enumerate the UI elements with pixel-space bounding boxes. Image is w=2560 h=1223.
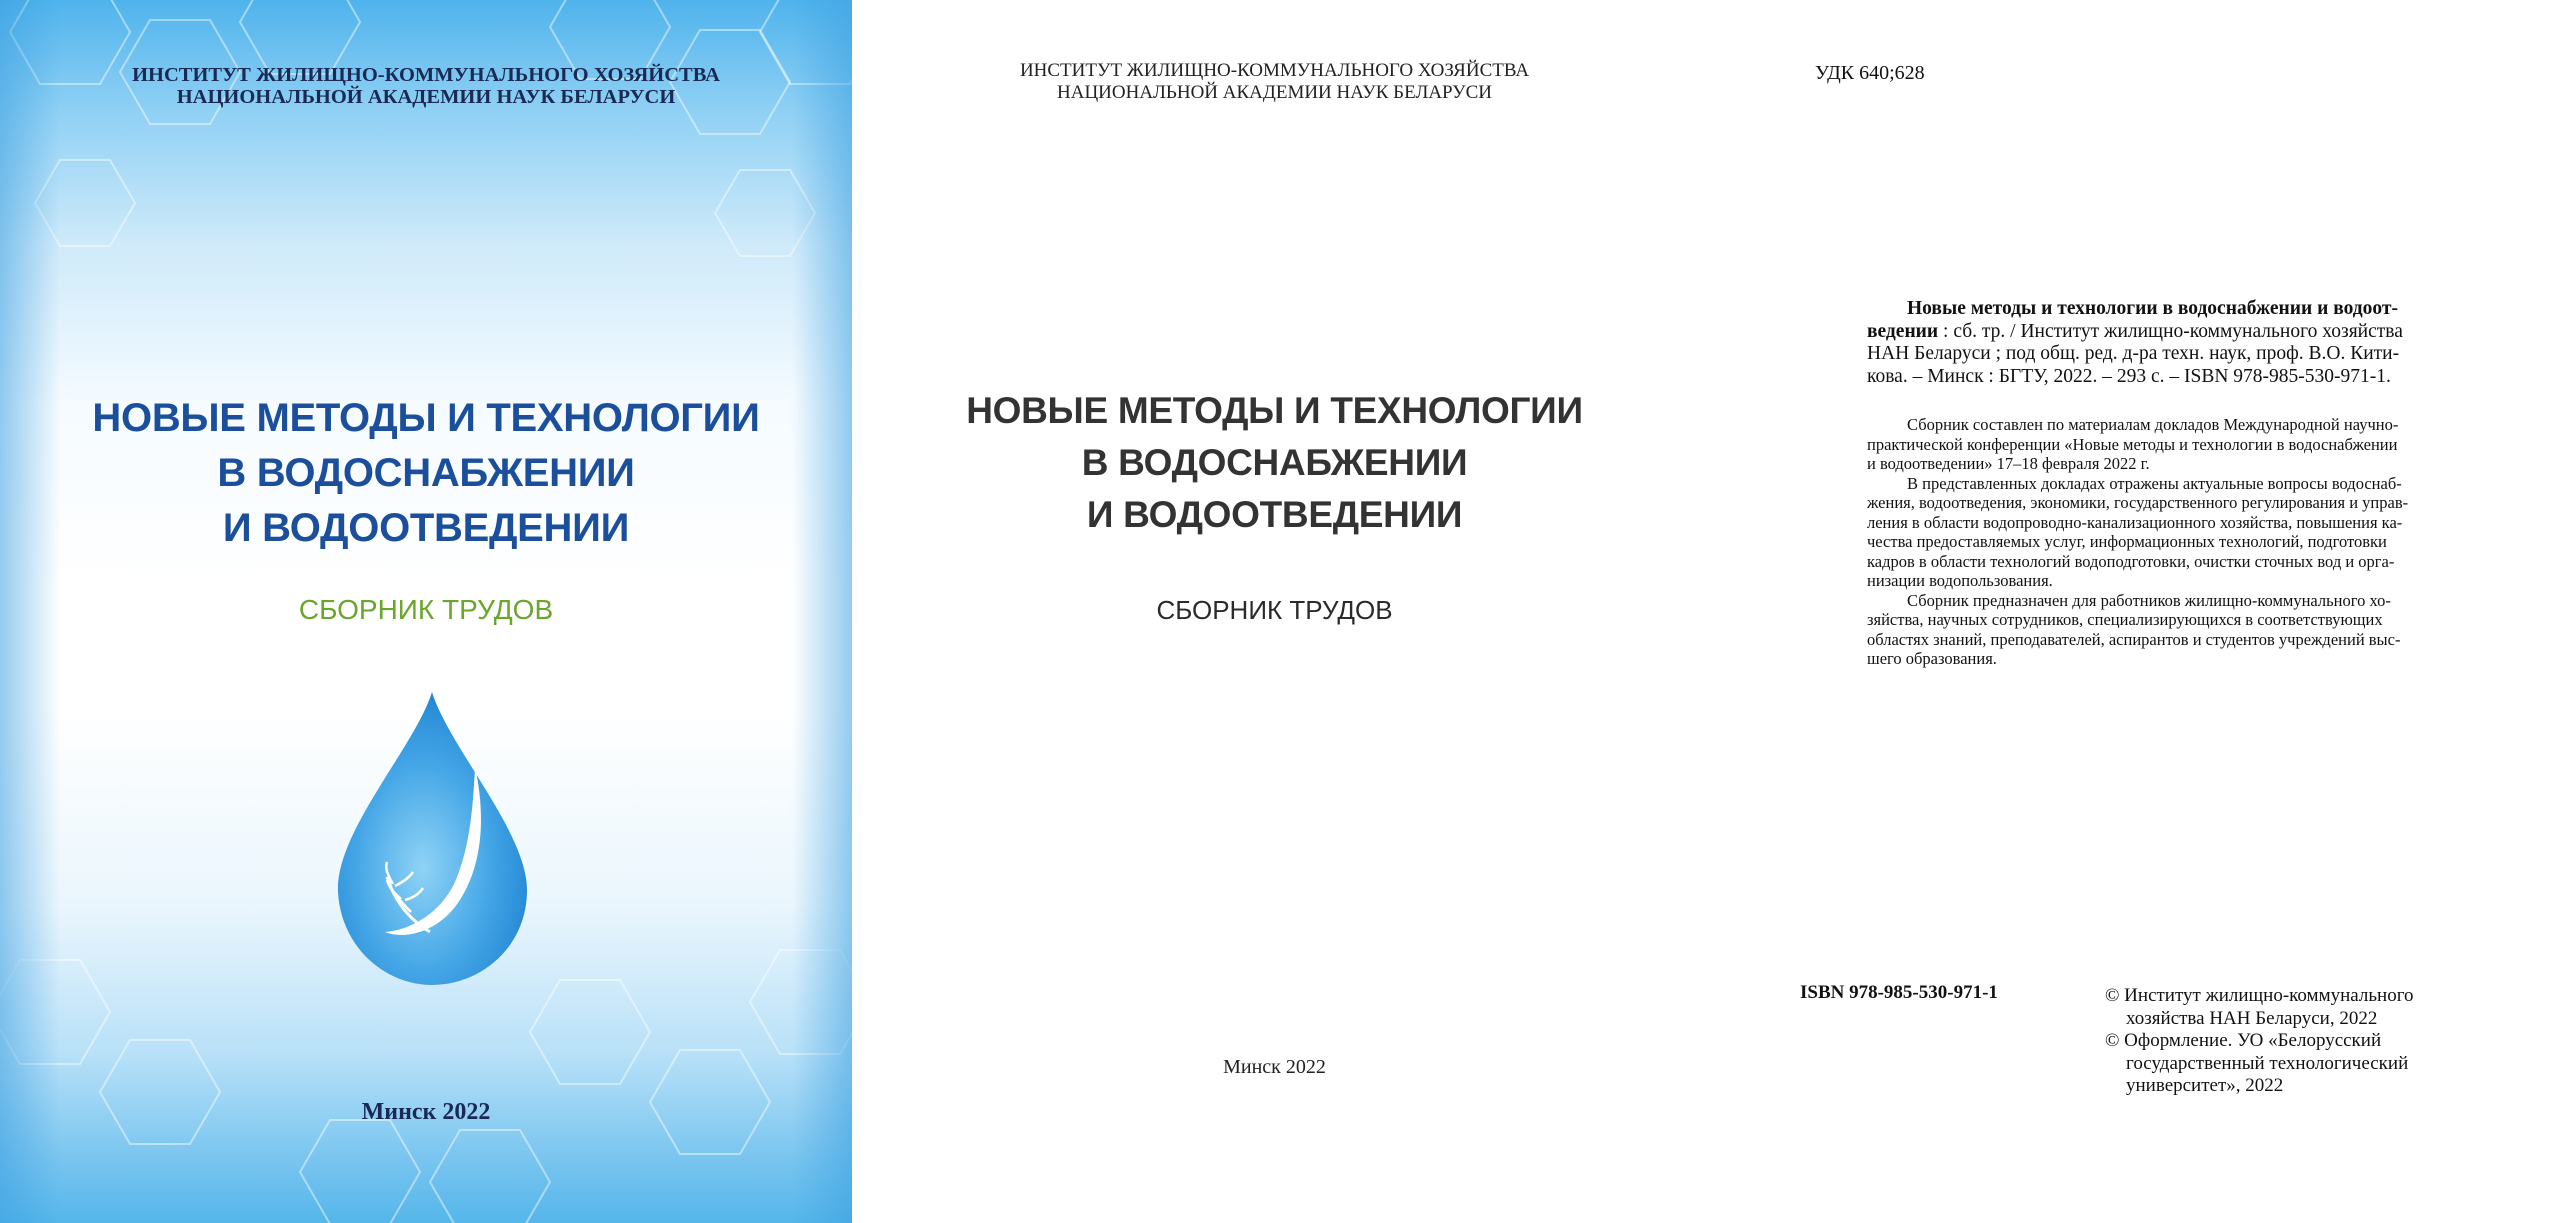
title-page-subtitle: СБОРНИК ТРУДОВ xyxy=(1156,595,1393,625)
annotation-line: чества предоставляемых услуг, информационных технологий, подготовки xyxy=(1867,532,2387,551)
title-page-institute-line1: ИНСТИТУТ ЖИЛИЩНО-КОММУНАЛЬНОГО ХОЗЯЙСТВА xyxy=(1019,60,1530,81)
cover-city-year: Минск 2022 xyxy=(361,1099,491,1125)
title-page-title-line3: И ВОДООТВЕДЕНИИ xyxy=(1086,494,1463,535)
cover-title-line1: НОВЫЕ МЕТОДЫ И ТЕХНОЛОГИИ xyxy=(92,396,760,440)
copyright-line: © Институт жилищно-коммунального xyxy=(2105,985,2414,1006)
copyright-line: хозяйства НАН Беларуси, 2022 xyxy=(2126,1007,2378,1029)
annotation-line: кадров в области технологий водоподготовки, очистки сточных вод и орга- xyxy=(1867,551,2395,571)
annotation-line: Сборник предназначен для работников жилищно-коммунального хо- xyxy=(1907,590,2391,610)
annotation-line: ления в области водопроводно-канализационного хозяйства, повышения ка- xyxy=(1867,512,2403,532)
cover-institute xyxy=(0,64,852,108)
biblio-line xyxy=(1867,321,2487,344)
title-page-city-year: Минск 2022 xyxy=(1223,1056,1326,1078)
title-page-title-line1: НОВЫЕ МЕТОДЫ И ТЕХНОЛОГИИ xyxy=(966,390,1583,431)
annotation-line: зяйства, научных сотрудников, специализирующихся в соответствующих xyxy=(1867,610,2383,629)
title-page-title-line2: В ВОДОСНАБЖЕНИИ xyxy=(1081,442,1468,483)
annotation-line: шего образования. xyxy=(1867,649,1997,668)
isbn: ISBN 978-985-530-971-1 xyxy=(1800,982,1998,1003)
biblio-text: кова. – Минск : БГТУ, 2022. – 293 с. – ISBN 978-985-530-971-1. xyxy=(1867,365,2391,387)
annotation-line: Сборник составлен по материалам докладов Международной научно- xyxy=(1907,415,2399,434)
biblio-bold: Новые методы и технологии в водоснабжении и водоот- xyxy=(1907,298,2398,319)
annotation-line: практической конференции «Новые методы и технологии в водоснабжении xyxy=(1867,434,2398,454)
water-drop-with-leaf-icon xyxy=(335,692,530,987)
biblio-line xyxy=(1867,343,2487,366)
imprint-page xyxy=(1697,0,2560,1223)
annotation-line: жения, водоотведения, экономики, государственного регулирования и управ- xyxy=(1867,493,2409,512)
annotation-line: областях знаний, преподавателей, аспирантов и студентов учреждений выс- xyxy=(1867,629,2401,649)
annotation xyxy=(1867,415,2487,669)
cover-title-line3: И ВОДООТВЕДЕНИИ xyxy=(222,506,630,550)
copyright-notice xyxy=(2105,985,2545,1098)
title-page-title xyxy=(852,385,1697,541)
biblio-text: : сб. тр. / Институт жилищно-коммунального хозяйства xyxy=(1938,320,2403,342)
cover-title xyxy=(0,391,852,556)
title-page-institute-line2: НАЦИОНАЛЬНОЙ АКАДЕМИИ НАУК БЕЛАРУСИ xyxy=(1057,82,1492,103)
cover-institute-line1: ИНСТИТУТ ЖИЛИЩНО-КОММУНАЛЬНОГО ХОЗЯЙСТВА xyxy=(132,64,720,86)
cover-title-line2: В ВОДОСНАБЖЕНИИ xyxy=(217,451,635,495)
cover-institute-line2: НАЦИОНАЛЬНОЙ АКАДЕМИИ НАУК БЕЛАРУСИ xyxy=(176,86,676,108)
title-page-institute xyxy=(852,60,1697,104)
biblio-line xyxy=(1867,366,2487,389)
biblio-line xyxy=(1867,298,2487,321)
biblio-text: НАН Беларуси ; под общ. ред. д-ра техн. наук, проф. В.О. Кити- xyxy=(1867,343,2400,364)
book-cover xyxy=(0,0,852,1223)
biblio-bold: ведении xyxy=(1867,320,1939,342)
copyright-line: © Оформление. УО «Белорусский xyxy=(2105,1030,2382,1051)
title-page xyxy=(852,0,1697,1223)
bibliographic-record xyxy=(1867,298,2487,388)
annotation-line: низации водопользования. xyxy=(1867,571,2053,590)
copyright-line: университет», 2022 xyxy=(2126,1075,2284,1096)
annotation-line: В представленных докладах отражены актуальные вопросы водоснаб- xyxy=(1907,473,2402,493)
copyright-line: государственный технологический xyxy=(2126,1052,2409,1074)
cover-subtitle: СБОРНИК ТРУДОВ xyxy=(298,594,554,625)
udk-code: УДК 640;628 xyxy=(1815,62,1925,84)
annotation-line: и водоотведении» 17–18 февраля 2022 г. xyxy=(1867,454,2150,473)
